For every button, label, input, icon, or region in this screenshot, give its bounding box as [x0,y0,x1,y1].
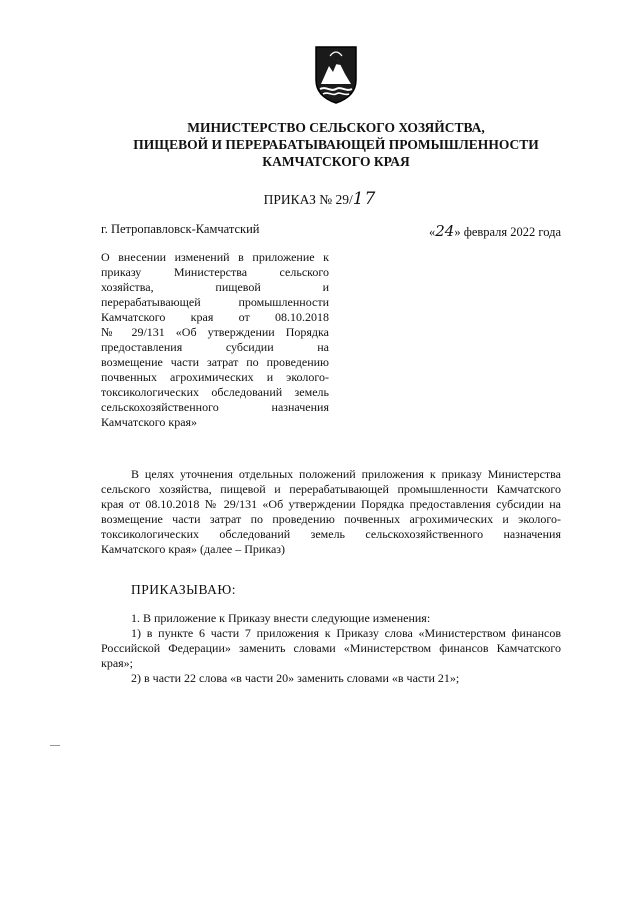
order-item-1: 1. В приложение к Приказу внести следующие изменения: [131,611,431,625]
place-of-issue: г. Петропавловск-Камчатский [101,222,260,236]
preamble-line: токсикологических обследований земель сельскохозяйственного назначения [101,527,561,541]
subject-line: Камчатского края от 08.10.2018 [101,310,329,324]
kamchatka-coat-of-arms-icon [313,44,359,104]
order-label: ПРИКАЗ № 29/ [263,192,353,207]
subject-line: сельскохозяйственного назначения [101,400,329,414]
subject-line: хозяйства, пищевой и [101,280,329,294]
preamble-line: сельского хозяйства, пищевой и перерабатывающей промышленности Камчатского [101,482,561,496]
subject-line: возмещение части затрат по проведению [101,355,329,369]
ministry-name-line-2: ПИЩЕВОЙ И ПЕРЕРАБАТЫВАЮЩЕЙ ПРОМЫШЛЕННОСТИ [133,137,539,152]
subject-line: № 29/131 «Об утверждении Порядка [101,325,329,339]
order-body [101,626,561,686]
body-line: Российской Федерации» заменить словами «Министерством финансов Камчатского [101,641,561,655]
subject-line: перерабатывающей промышленности [101,295,329,309]
preamble-line: возмещение части затрат по проведению почвенных агрохимических и эколого- [101,512,561,526]
page-mark-dash [50,745,60,746]
date-handwritten-day: 24 [435,222,455,240]
subject-line: Камчатского края» [101,415,198,429]
body-line: 2) в части 22 слова «в части 20» заменить словами «в части 21»; [131,671,460,685]
preamble-paragraph [101,467,561,557]
preamble-line: Камчатского края» (далее – Приказ) [101,542,286,556]
date-open-quote: « [429,225,436,239]
date-month-year: » февраля 2022 года [454,225,562,239]
subject-line: почвенных агрохимических и эколого- [101,370,329,384]
order-title [0,189,640,209]
body-line: 1) в пункте 6 части 7 приложения к Приказу слова «Министерством финансов [131,626,561,640]
subject-line: приказу Министерства сельского [101,265,329,279]
order-handwritten-number: 17 [352,189,377,209]
order-directive-heading: ПРИКАЗЫВАЮ: [131,582,236,597]
ministry-name-line-1: МИНИСТЕРСТВО СЕЛЬСКОГО ХОЗЯЙСТВА, [187,120,485,135]
order-subject [101,250,329,430]
ministry-name-line-3: КАМЧАТСКОГО КРАЯ [262,154,410,169]
order-date [429,222,561,240]
subject-line: токсикологических обследований земель [101,385,329,399]
subject-line: предоставления субсидии на [101,340,329,354]
body-line: края»; [101,656,134,670]
preamble-line: В целях уточнения отдельных положений приложения к приказу Министерства [131,467,561,481]
preamble-line: края от 08.10.2018 № 29/131 «Об утверждении Порядка предоставления субсидии на [101,497,561,511]
subject-line: О внесении изменений в приложение к [101,250,329,264]
